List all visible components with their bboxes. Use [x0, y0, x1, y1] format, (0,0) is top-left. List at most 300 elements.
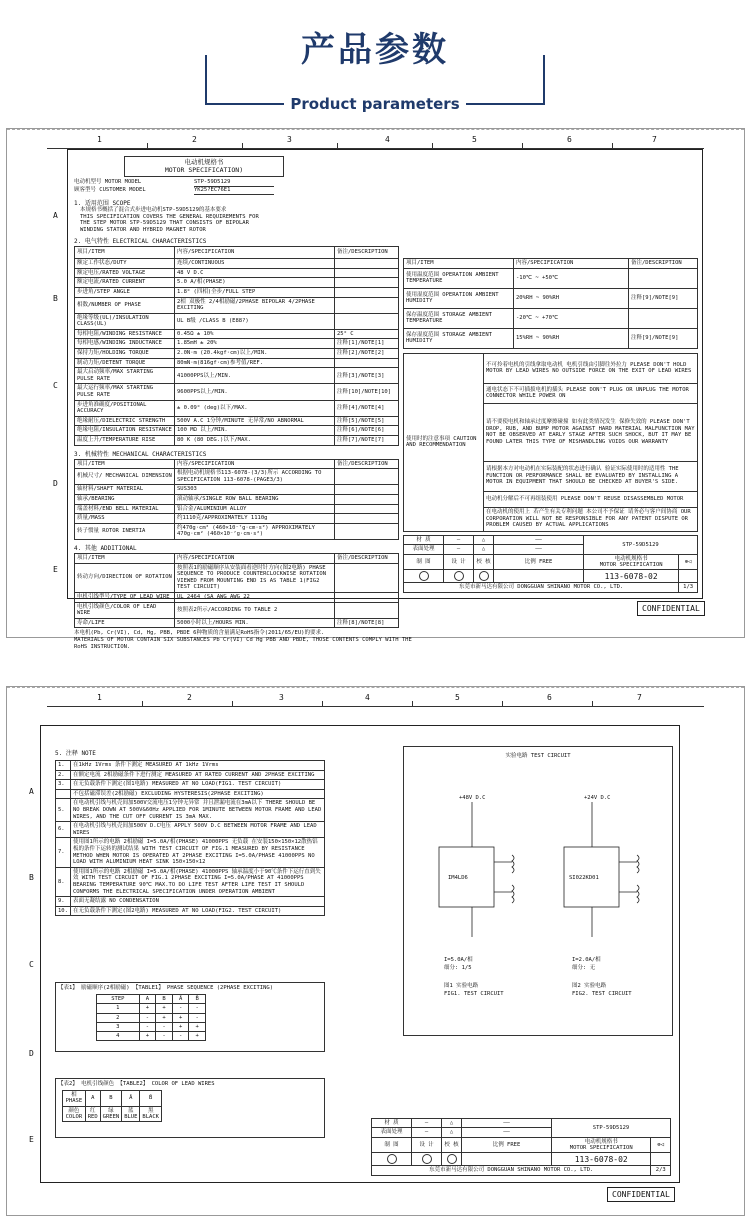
column-header: A	[85, 1090, 100, 1106]
sheet-top-divider	[7, 687, 744, 688]
scope-line: THE STEP MOTOR STP-59D5129 THAT CONSISTS OF BIPOLAR	[80, 220, 249, 227]
note-number: 5.	[56, 799, 71, 822]
title-block-cn: 电动机规格书	[584, 1138, 618, 1145]
ruler-number: 7	[637, 693, 642, 702]
column-header: 相 PHASE	[63, 1090, 86, 1106]
customer-model-row	[74, 187, 399, 195]
stamp-icon	[419, 571, 429, 581]
tb-cell: —	[412, 1128, 442, 1137]
table-cell: 黑 BLACK	[140, 1106, 162, 1122]
table-cell: 4	[97, 1032, 140, 1041]
table-cell: 80 K (80 DEG.)以下/MAX.	[175, 436, 335, 446]
note-row	[56, 867, 325, 896]
table-cell: 注释[4]/NOTE[4]	[335, 400, 399, 416]
scale-value: FREE	[539, 558, 553, 565]
fig2-driver: SI022KD01	[569, 875, 599, 881]
tb-cell	[651, 1153, 671, 1166]
table-cell: ± 0.09° (deg)以下/MAX.	[175, 400, 335, 416]
table-header-row	[75, 553, 399, 563]
column-header: 内容/SPECIFICATION	[175, 553, 335, 563]
table-cell: 注释[8]/NOTE[8]	[335, 618, 399, 628]
table-row	[97, 1004, 206, 1013]
table-cell: +	[172, 1022, 189, 1031]
table-cell: 额定电压/RATED VOLTAGE	[75, 268, 175, 278]
table-cell: 电机引线型号/TYPE OF LEAD WIRE	[75, 592, 175, 602]
tb-cell: 校 核	[474, 554, 494, 570]
table-cell: 1.8° (四相)全步/FULL STEP	[175, 287, 335, 297]
tb-cell: ——	[494, 545, 584, 554]
table-row	[75, 268, 399, 278]
table-cell: -	[139, 1022, 156, 1031]
environment-table	[403, 258, 698, 349]
table-cell: 颜色 COLOR	[63, 1106, 86, 1122]
column-header: 内容/SPECIFICATION	[514, 259, 629, 269]
table-cell: 注释[9]/NOTE[9]	[629, 288, 698, 308]
table-row	[75, 602, 399, 618]
table-row	[75, 514, 399, 524]
table-row	[97, 1022, 206, 1031]
table-cell	[335, 469, 399, 485]
note-row	[56, 761, 325, 771]
title-block-table	[371, 1118, 671, 1176]
note-text: 使用图1所示的电路 2相励磁 I=5.0A/相(PHASE) 41000PPS 轴承温度小于90℃条件下运行直到失效 WITH TEST CIRCUIT OF FIG.1 2PHASE EXCITING I=5.0A/PHASE AT 41000PPS BEARING TEMPERATURE 90℃ MAX.TO DO LIFE TEST AFTER LIFE TEST IT SHOULD CONFORMS THE ELECTRICAL SPECIFICATION UNDER OPERATION AMBIENT	[70, 867, 324, 896]
note-text: 使用图1所示的电路 2相励磁 I=5.0A/相(PHASE) 41000PPS 无负载 在安装150×150×12散热铝板的条件下运转的测试结果 WITH TEST CIRCUIT OF FIG.1 MEASURED BY RESISTANCE METHOD WHEN MOTOR IS OPERATED AT 2PHASE EXCITING I=5.0A/PHASE 41000PPS NO LOAD WITH ALUMINIUM HEAT SINK 150×150×12	[70, 838, 324, 867]
table-cell: 每相电阻/WINDING RESISTANCE	[75, 329, 175, 339]
table-cell: 温度上升/TEMPERATURE RISE	[75, 436, 175, 446]
table-cell: 寿命/LIFE	[75, 618, 175, 628]
table-cell: +	[156, 1004, 173, 1013]
table-cell	[335, 287, 399, 297]
fig2-mode: 细分: 无	[572, 965, 596, 971]
tb-cell: 材 质	[404, 536, 444, 545]
note-number: 10.	[56, 906, 71, 916]
note-text: 表面无凝结露 NO CONDENSATION	[70, 897, 324, 907]
tb-cell: 表面处理	[372, 1128, 412, 1137]
tb-cell	[444, 570, 474, 583]
material-note-line: MATERIALS OF MOTOR CONTAIN SIX SUBSTANCES Pb Cr(VI) Cd Hg PBB AND PBDE, THOSE CONTENTS COMPLY WITH THE	[74, 637, 412, 644]
tb-cell	[494, 570, 584, 583]
notes-heading: 5. 注释 NOTE	[55, 750, 96, 757]
spec-title-en: MOTOR SPECIFICATION)	[164, 166, 244, 175]
tb-cell	[462, 1153, 552, 1166]
table-cell	[335, 494, 399, 504]
note-text: 在1kHz 1Vrms 条件下测定 MEASURED AT 1kHz 1Vrms	[70, 761, 324, 771]
table-cell: 3	[97, 1022, 140, 1031]
table-row	[63, 1106, 162, 1122]
table-cell: 绝缘电阻/INSULATION RESISTANCE	[75, 426, 175, 436]
note-text: 在无负载条件下测定(图2电路) MEASURED AT NO LOAD(FIG2. TEST CIRCUIT)	[70, 906, 324, 916]
table-cell: -	[139, 1013, 156, 1022]
sheet-top-divider	[7, 129, 744, 130]
mechanical-table	[74, 459, 399, 540]
fig1-current: I=5.0A/相	[444, 957, 473, 963]
note-number: 7.	[56, 838, 71, 867]
table-cell: +	[189, 1032, 206, 1041]
fig2-caption-en: FIG2. TEST CIRCUIT	[572, 991, 632, 997]
column-header: 备注/DESCRIPTION	[335, 459, 399, 469]
note-number: 8.	[56, 867, 71, 896]
table-cell: -	[156, 1022, 173, 1031]
tb-cell: ——	[494, 536, 584, 545]
note-number: 9.	[56, 897, 71, 907]
note-number: 2.	[56, 770, 71, 780]
ruler-number: 1	[97, 135, 102, 144]
table-cell: 按照表1的励磁顺序从安装面看逆时针方向(图2电路) PHASE SEQUENCE TO PRODUCE COUNTERCLOCKWISE ROTATION VIEWED FROM MOUNTING END IS AS TABLE 1(FIG2 TEST CIRCUIT)	[175, 563, 335, 592]
table-row	[75, 485, 399, 495]
title-block	[403, 535, 698, 593]
scope-line: THIS SPECIFICATION COVERS THE GENERAL REQUIREMENTS FOR	[80, 213, 259, 220]
caution-table	[403, 353, 698, 532]
tb-title-cell	[552, 1137, 651, 1153]
table-cell: 相数/NUMBER OF PHASE	[75, 297, 175, 313]
table-cell: -	[172, 1004, 189, 1013]
table-cell: 2相 双极性 2/4相励磁/2PHASE BIPOLAR 4/2PHASE EXCITING	[175, 297, 335, 313]
table-cell	[335, 268, 399, 278]
stamp-icon	[479, 571, 489, 581]
column-header: B̄	[189, 994, 206, 1003]
column-header: B	[100, 1090, 122, 1106]
table-cell: 转动方向/DIRECTION OF ROTATION	[75, 563, 175, 592]
table-row	[75, 259, 399, 269]
title-block-cn: 电动机规格书	[614, 555, 648, 562]
tb-cell: —	[444, 536, 474, 545]
scope-line: WINDING STATOR AND HYBRID MAGNET ROTOR	[80, 227, 206, 234]
table-row	[75, 358, 399, 368]
ruler-number: 2	[192, 135, 197, 144]
table-cell	[629, 268, 698, 288]
table2-box	[55, 1078, 325, 1138]
title-block-en: MOTOR SPECIFICATION	[569, 1144, 633, 1151]
table1-box	[55, 982, 325, 1052]
table-cell: 9600PPS以上/MIN.	[175, 384, 335, 400]
table-cell: 5.0 A/相(PHASE)	[175, 278, 335, 288]
table-cell: 步进角/STEP ANGLE	[75, 287, 175, 297]
spec-sheet-page-2	[6, 686, 745, 1216]
tb-cell: △	[474, 545, 494, 554]
caution-item: 不可拎着电机的引线拿取电动机 电机引线由引脚往外拉力 PLEASE DON'T HOLD MOTOR BY LEAD WIRES NO OUTSIDE FORCE ON THE EXIT OF LEAD WIRES	[484, 353, 698, 383]
table-row	[75, 278, 399, 288]
table-cell	[335, 523, 399, 539]
ruler-number: 6	[547, 693, 552, 702]
tb-cell: ——	[462, 1119, 552, 1128]
table-cell: -	[156, 1032, 173, 1041]
tb-cell	[412, 1153, 442, 1166]
table-cell: 100 MΩ 以上/MIN.	[175, 426, 335, 436]
table-row	[75, 523, 399, 539]
table-cell: 保存湿度范围 STORAGE AMBIENT HUMIDITY	[404, 328, 514, 348]
table-cell: +	[156, 1013, 173, 1022]
notes-table	[55, 760, 325, 916]
table-cell	[335, 278, 399, 288]
column-header: 项目/ITEM	[75, 459, 175, 469]
table-cell	[335, 563, 399, 592]
tb-cell: ——	[462, 1128, 552, 1137]
table-row	[75, 504, 399, 514]
table-cell	[335, 485, 399, 495]
row-letter: A	[53, 211, 58, 220]
table-row	[404, 268, 698, 288]
confidential-stamp: CONFIDENTIAL	[607, 1187, 675, 1202]
note-number: 1.	[56, 761, 71, 771]
table-header-row	[75, 247, 399, 259]
table-cell	[335, 297, 399, 313]
table-cell: 轴承/BEARING	[75, 494, 175, 504]
table-row	[75, 436, 399, 446]
table-cell: 端盖材料/END BELL MATERIAL	[75, 504, 175, 514]
note-row	[56, 789, 325, 799]
table-row	[75, 297, 399, 313]
spec-right-column	[403, 258, 698, 532]
confidential-stamp: CONFIDENTIAL	[637, 601, 705, 616]
column-header: 项目/ITEM	[404, 259, 514, 269]
ruler-number: 2	[187, 693, 192, 702]
row-letter: C	[29, 960, 34, 969]
scope-heading: 1. 适用范围 SCOPE	[74, 199, 131, 207]
ruler-number: 6	[567, 135, 572, 144]
additional-table	[74, 553, 399, 628]
material-note	[74, 630, 694, 651]
title-block	[371, 1118, 671, 1176]
table-cell: 注释[9]/NOTE[9]	[629, 328, 698, 348]
table-row	[75, 400, 399, 416]
table-cell: 制动力矩/DETENT TORQUE	[75, 358, 175, 368]
table-cell: 使用湿度范围 OPERATION AMBIENT HUMIDITY	[404, 288, 514, 308]
table-row	[75, 287, 399, 297]
fig1-caption-cn: 图1 实验电路	[444, 983, 479, 989]
sheet-ruler	[47, 693, 704, 707]
lead-color-table	[62, 1090, 162, 1122]
column-header: Ā	[122, 1090, 140, 1106]
table-cell: 额定电流/RATED CURRENT	[75, 278, 175, 288]
table-cell: 每相电感/WINDING INDUCTANCE	[75, 339, 175, 349]
note-row	[56, 780, 325, 790]
mechanical-heading: 3. 机械特性 MECHANICAL CHARACTERISTICS	[74, 450, 207, 458]
motor-model-label: 电动机型号 MOTOR MODEL	[74, 178, 142, 185]
table-row	[75, 349, 399, 359]
row-letter: E	[29, 1135, 34, 1144]
table-row	[75, 494, 399, 504]
ruler-number: 7	[652, 135, 657, 144]
table-cell: +	[139, 1032, 156, 1041]
table-cell	[629, 308, 698, 328]
ruler-number: 5	[472, 135, 477, 144]
tb-cell: 比例 FREE	[462, 1137, 552, 1153]
page-number: 2/3	[651, 1166, 671, 1175]
tb-cell: 校 核	[442, 1137, 462, 1153]
note-number	[56, 789, 71, 799]
motor-model-value: STP-59D5129	[194, 179, 274, 187]
table-row	[97, 1013, 206, 1022]
column-header: 备注/DESCRIPTION	[629, 259, 698, 269]
table-header-row	[404, 259, 698, 269]
tb-cell	[404, 570, 444, 583]
table-cell: 15%RH ~ 90%RH	[514, 328, 629, 348]
table-cell: 轴材料/SHAFT MATERIAL	[75, 485, 175, 495]
material-note-line: 本电机(Pb, Cr(VI), Cd, Hg, PBB, PBDE 6种物质的含量满足RoHS指令(2011/65/EU)的要求.	[74, 630, 325, 637]
row-letter: D	[29, 1049, 34, 1058]
table-cell: 20%RH ~ 90%RH	[514, 288, 629, 308]
table2-heading: 【表2】 电机引线颜色 【TABLE2】 COLOR OF LEAD WIRES	[58, 1081, 215, 1087]
tb-cell: —	[412, 1119, 442, 1128]
table-cell: 绿 GREEN	[100, 1106, 122, 1122]
stamp-icon	[454, 571, 464, 581]
note-row	[56, 838, 325, 867]
table-cell: 连续/CONTINUOUS	[175, 259, 335, 269]
table-cell: -20℃ ~ +70℃	[514, 308, 629, 328]
spec-title-box	[124, 156, 284, 177]
notes-frame	[40, 725, 680, 1183]
table-row	[97, 1032, 206, 1041]
row-letter: B	[53, 294, 58, 303]
tb-cell: 制 图	[372, 1137, 412, 1153]
customer-model-label: 顾客型号 CUSTOMER MODEL	[74, 186, 146, 193]
caution-item: 在电动机的使用上 若产生有关专利问题 本公司不予保证 请务必与客户间协商 OUR CORPORATION WILL NOT BE RESPONSIBLE FOR ANY PATENT DISPUTE OR PROBLEM CAUSED BY ACTUAL APPLICATIONS	[484, 507, 698, 531]
table-row	[75, 329, 399, 339]
table-cell: 滚动轴承/SINGLE ROW BALL BEARING	[175, 494, 335, 504]
note-row	[56, 799, 325, 822]
table-cell: 注释[7]/NOTE[7]	[335, 436, 399, 446]
caution-item: 请根据本方对电动机在实际装配的状态进行确认 验证实际使用时的适用性 THE FUNCTION OR PERFORMANCE SHALL BE EVALUATED BY INSTALLING A MOTOR IN EQUIPMENT THAT SHOULD BE CHECKED AT BUYER'S SIDE.	[484, 461, 698, 491]
table-cell: 最大运行频率/MAX STARTING PULSE RATE	[75, 384, 175, 400]
table-row	[75, 426, 399, 436]
table-cell: 500V A.C 1分钟/MINUTE 无异常/NO ABNORMAL	[175, 416, 335, 426]
table-cell: 25° C	[335, 329, 399, 339]
table-cell: -	[172, 1032, 189, 1041]
tb-cell: 表面处理	[404, 545, 444, 554]
note-number: 3.	[56, 780, 71, 790]
row-letter: A	[29, 787, 34, 796]
table-row	[404, 328, 698, 348]
table-row	[404, 353, 698, 383]
table-cell: 根据电动机规格书113-6078-(3/3)所示 ACCORDING TO SPECIFICATION 113-6078-(PAGE3/3)	[175, 469, 335, 485]
stamp-icon	[387, 1154, 397, 1164]
table-cell: 额定工作状态/DUTY	[75, 259, 175, 269]
tb-cell: 设 计	[444, 554, 474, 570]
tb-cell	[474, 570, 494, 583]
spec-sheet-page-1	[6, 128, 745, 651]
ruler-number: 4	[385, 135, 390, 144]
table-cell: +	[189, 1022, 206, 1031]
electrical-table	[74, 246, 399, 445]
caution-label: 使用时的注意事项 CAUTION AND RECOMMENDATION	[404, 353, 484, 531]
dwg-number: 113-6078-02	[552, 1153, 651, 1166]
table-row	[75, 313, 399, 329]
note-text: 在额定电流 2相励磁条件下进行测定 MEASURED AT RATED CURRENT AND 2PHASE EXCITING	[70, 770, 324, 780]
table-cell: 约1110克/APPROXIMATELY 1110g	[175, 514, 335, 524]
table-row	[75, 384, 399, 400]
fig2-current: I=2.0A/相	[572, 957, 601, 963]
test-circuit-box	[403, 746, 673, 1036]
caution-item: 电动机分解后不可再组装使用 PLEASE DON'T REUSE DISASSEMBLED MOTOR	[484, 491, 698, 507]
table-cell: 注释[3]/NOTE[3]	[335, 368, 399, 384]
note-number: 6.	[56, 822, 71, 838]
material-note-line: RoHS INSTRUCTION.	[74, 644, 131, 651]
scope-line: 本规格书概括了混合式步进电动机STP-59D5129的基本要求	[80, 206, 227, 213]
title-block-en: MOTOR SPECIFICATION	[599, 561, 663, 568]
table-cell: 5000小时以上/HOURS MIN.	[175, 618, 335, 628]
spec-title-cn: 电动机规格书	[184, 158, 224, 166]
table-cell: 质量/MASS	[75, 514, 175, 524]
stamp-icon	[422, 1154, 432, 1164]
table-cell: 绝缘等级(UL)/INSULATION CLASS(UL)	[75, 313, 175, 329]
table-cell: 2	[97, 1013, 140, 1022]
tb-cell: 制 图	[404, 554, 444, 570]
ruler-number: 5	[455, 693, 460, 702]
tb-cell	[679, 570, 698, 583]
table-cell	[335, 358, 399, 368]
column-header: Ā	[172, 994, 189, 1003]
note-text: 不包括磁滞误差(2相励磁) EXCLUDING HYSTERESIS(2PHASE EXCITING)	[70, 789, 324, 799]
fig1-driver: IM4LD6	[448, 875, 468, 881]
page-header	[0, 0, 750, 125]
column-header: 项目/ITEM	[75, 553, 175, 563]
table-cell: 41000PPS以上/MIN.	[175, 368, 335, 384]
note-row	[56, 822, 325, 838]
circuit-title: 实验电路 TEST CIRCUIT	[505, 753, 571, 759]
tb-cell: 比例 FREE	[494, 554, 584, 570]
table-header-row	[63, 1090, 162, 1106]
column-header: STEP	[97, 994, 140, 1003]
phase-sequence-table	[96, 994, 206, 1042]
table-row	[75, 592, 399, 602]
customer-model-value: YK25?EC76E1	[194, 187, 274, 195]
table-cell: UL 2464 (SA AWG AWG 22	[175, 592, 335, 602]
column-header: 内容/SPECIFICATION	[175, 247, 335, 259]
column-header: A	[139, 994, 156, 1003]
row-letter: B	[29, 873, 34, 882]
ruler-number: 3	[287, 135, 292, 144]
fig1-mode: 细分: 1/5	[444, 965, 472, 971]
fig2-caption-cn: 图2 实验电路	[572, 983, 607, 989]
table-cell: 转子惯量 ROTOR INERTIA	[75, 523, 175, 539]
table-cell: -	[189, 1004, 206, 1013]
projection-icon: ⊕◁	[651, 1137, 671, 1153]
tb-cell: △	[442, 1128, 462, 1137]
title-block-table	[403, 535, 698, 593]
table-cell: 保持力矩/HOLDING TORQUE	[75, 349, 175, 359]
page-subtitle: Product parameters	[0, 95, 750, 113]
table-cell	[335, 592, 399, 602]
table-cell	[335, 313, 399, 329]
column-header: 内容/SPECIFICATION	[175, 459, 335, 469]
tb-cell: △	[442, 1119, 462, 1128]
table-header-row	[97, 994, 206, 1003]
fig1-caption-en: FIG1. TEST CIRCUIT	[444, 991, 504, 997]
column-header: 备注/DESCRIPTION	[335, 247, 399, 259]
table-cell: 蓝 BLUE	[122, 1106, 140, 1122]
table-cell: 约470g·cm² (460×10⁻⁷g·cm·s²) APPROXIMATELY 470g·cm² (460×10⁻⁷g·cm·s²)	[175, 523, 335, 539]
table-cell: 注释[10]/NOTE[10]	[335, 384, 399, 400]
tb-cell	[372, 1153, 412, 1166]
sheet-ruler	[47, 135, 704, 149]
table-cell: 电机引线颜色/COLOR OF LEAD WIRE	[75, 602, 175, 618]
spec-left-column	[74, 156, 412, 651]
table-row	[75, 368, 399, 384]
column-header: 项目/ITEM	[75, 247, 175, 259]
table-row	[75, 339, 399, 349]
page-title: 产品参数	[0, 22, 750, 71]
table-row	[404, 308, 698, 328]
table-cell	[335, 514, 399, 524]
caution-item: 通电状态下不可插拔电机的插头 PLEASE DON'T PLUG OR UNPLUG THE MOTOR CONNECTOR WHILE POWER ON	[484, 383, 698, 403]
column-header: B	[156, 994, 173, 1003]
table-cell: 1	[97, 1004, 140, 1013]
note-text: 在电动机引线与机壳间加500V交流电压1分钟无异常 并且泄漏电流在3mA以下 THERE SHOULD BE NO BREAK DOWN AT 500V&60Hz APPLIED FOR 1MINUTE BETWEEN MOTOR FRAME AND LEAD WIRES, AND THE CUT OFF CURRENT IS 3mA MAX.	[70, 799, 324, 822]
table-cell: -10℃ ~ +50℃	[514, 268, 629, 288]
caution-item: 请不要使电机和轴承过度摩擦碰撞 如有此类情况发生 保修失效的 PLEASE DON'T DROP, RUB, AND BUMP MOTOR AGAINST HARD MATERIAL MALFUNCTION MAY NOT BE OBSERVED AT EARLY STAGE AFTER SUCH SHOCK, BUT IT MAY BE FOUND LATER THIS TYPE OF MISHANDLING VOIDS OUR WARRANTY	[484, 403, 698, 461]
table-cell: SUS303	[175, 485, 335, 495]
table-cell: 注释[5]/NOTE[5]	[335, 416, 399, 426]
